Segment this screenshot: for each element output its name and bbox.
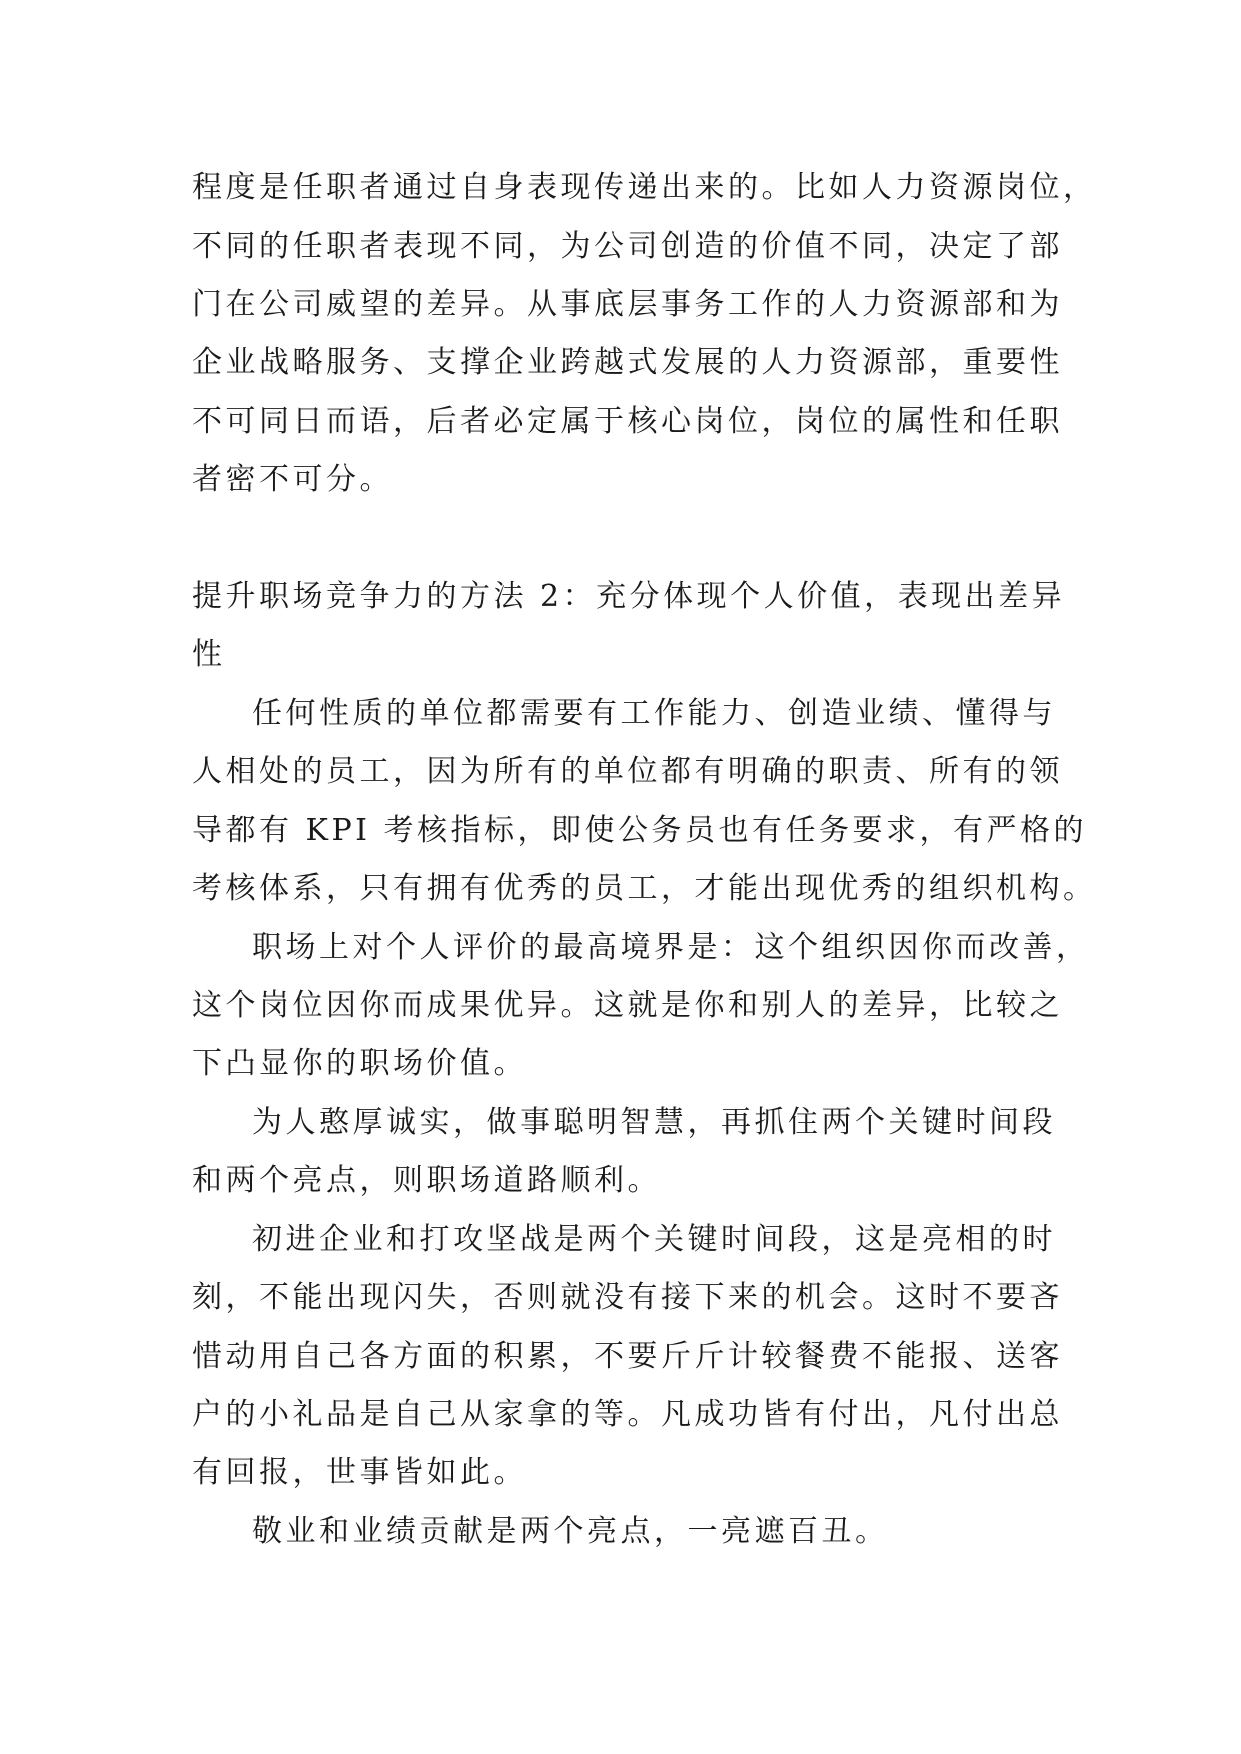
paragraph-5-line-4: 户的小礼品是自己从家拿的等。凡成功皆有付出，凡付出总 [192,1397,1063,1432]
paragraph-5-line-1: 初进企业和打攻坚战是两个关键时间段，这是亮相的时 [252,1222,1056,1257]
paragraph-5-line-5: 有回报，世事皆如此。 [192,1455,527,1490]
section-heading-line-2: 性 [192,637,226,672]
paragraph-1-line-1: 程度是任职者通过自身表现传递出来的。比如人力资源岗位， [192,170,1097,205]
paragraph-2-line-2: 人相处的员工，因为所有的单位都有明确的职责、所有的领 [192,754,1063,789]
paragraph-1-line-5: 不可同日而语，后者必定属于核心岗位，岗位的属性和任职 [192,404,1063,439]
paragraph-5-line-2: 刻，不能出现闪失，否则就没有接下来的机会。这时不要吝 [192,1280,1063,1315]
paragraph-2-line-3: 导都有 KPI 考核指标，即使公务员也有任务要求，有严格的 [192,813,1088,848]
paragraph-3-line-1: 职场上对个人评价的最高境界是：这个组织因你而改善， [252,930,1090,965]
paragraph-1-line-4: 企业战略服务、支撑企业跨越式发展的人力资源部，重要性 [192,345,1063,380]
paragraph-2-line-4: 考核体系，只有拥有优秀的员工，才能出现优秀的组织机构。 [192,871,1097,906]
paragraph-1-line-6: 者密不可分。 [192,462,393,497]
paragraph-6-line-1: 敬业和业绩贡献是两个亮点，一亮遮百丑。 [252,1514,889,1549]
paragraph-1-line-3: 门在公司威望的差异。从事底层事务工作的人力资源部和为 [192,287,1063,322]
paragraph-3-line-2: 这个岗位因你而成果优异。这就是你和别人的差异，比较之 [192,988,1063,1023]
paragraph-5-line-3: 惜动用自己各方面的积累，不要斤斤计较餐费不能报、送客 [192,1339,1063,1374]
paragraph-2-line-1: 任何性质的单位都需要有工作能力、创造业绩、懂得与 [252,696,1056,731]
paragraph-3-line-3: 下凸显你的职场价值。 [192,1046,527,1081]
paragraph-4-line-2: 和两个亮点，则职场道路顺利。 [192,1163,661,1198]
paragraph-4-line-1: 为人憨厚诚实，做事聪明智慧，再抓住两个关键时间段 [252,1105,1056,1140]
section-heading-line-1: 提升职场竞争力的方法 2：充分体现个人价值，表现出差异 [192,579,1066,614]
paragraph-1-line-2: 不同的任职者表现不同，为公司创造的价值不同，决定了部 [192,229,1063,264]
